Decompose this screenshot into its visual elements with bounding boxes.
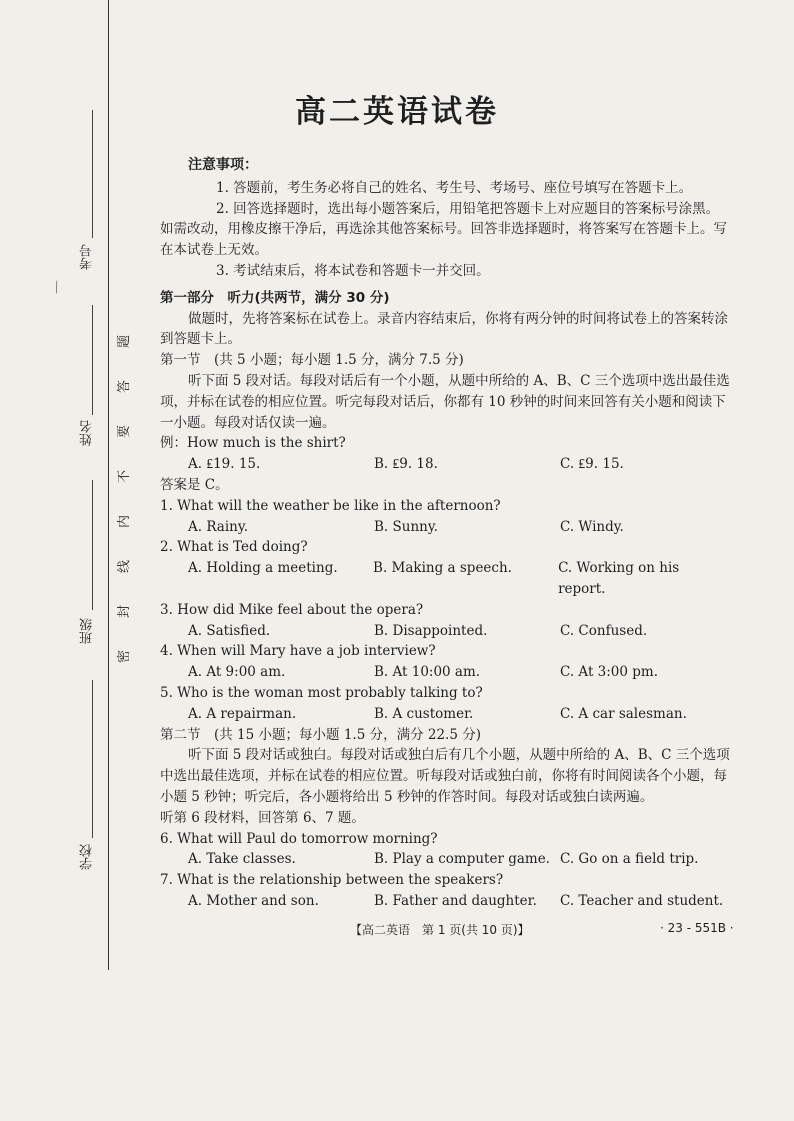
option: B. Sunny. (374, 518, 438, 535)
notice-heading: 注意事项： (188, 157, 258, 173)
question: 4. When will Mary have a job interview? (160, 643, 436, 660)
question-options (188, 662, 730, 683)
option: B. Disappointed. (374, 622, 488, 639)
seal-char: 要 (117, 424, 133, 439)
question: 7. What is the relationship between the speakers? (160, 872, 504, 889)
option: C. Teacher and student. (560, 892, 724, 909)
option: C. Working on his report. (558, 560, 680, 597)
footer-code: · 23 - 551B · (660, 921, 734, 935)
option: B. Play a computer game. (374, 851, 550, 868)
section1-heading: 第一节 (共 5 小题；每小题 1.5 分，满分 7.5 分) (160, 352, 464, 369)
section2-heading: 第二节 (共 15 小题；每小题 1.5 分，满分 22.5 分) (160, 726, 481, 743)
option: B. A customer. (374, 705, 474, 722)
class-field (92, 480, 93, 610)
seal-char: 密 (117, 649, 133, 664)
question: 3. How did Mike feel about the opera? (160, 601, 424, 618)
notice-item: 3. 考试结束后，将本试卷和答题卡一并交回。 (216, 262, 490, 279)
section2-instructions: 听下面 5 段对话或独白。每段对话或独白后有几个小题，从题中所给的 A、B、C 三个选项中选出最佳选项，并标在试卷的相应位置。听每段对话或独白前，你将有时间阅读各个小题，每小题 5 秒钟；听完后，各小题将给出 5 秒钟的作答时间。每段对话或独白读两遍。 (160, 747, 730, 805)
seal-char: 不 (117, 469, 133, 484)
option: B. Father and daughter. (374, 892, 537, 909)
question-options (188, 891, 730, 912)
option: C. Go on a field trip. (560, 851, 699, 868)
option: B. ₤9. 18. (374, 456, 438, 473)
class-label: 班级 (80, 618, 95, 644)
example-question: 例：How much is the shirt? (160, 435, 346, 452)
option: B. Making a speech. (373, 560, 512, 577)
option: A. At 9:00 am. (188, 664, 286, 681)
question: 6. What will Paul do tomorrow morning? (160, 830, 438, 847)
option: A. Rainy. (188, 518, 248, 535)
name-label: 姓名 (80, 420, 95, 446)
question-options (188, 517, 730, 538)
seal-char: 内 (117, 514, 133, 529)
pen-mark: ⁄ (52, 280, 63, 296)
seal-char: 封 (117, 604, 133, 619)
option: C. Confused. (560, 622, 648, 639)
notice-item: 1. 答题前，考生务必将自己的姓名、考生号、考场号、座位号填写在答题卡上。 (216, 179, 693, 196)
exam-number-label: 考号 (80, 244, 95, 270)
footer-page-info: 【高二英语 第 1 页(共 10 页)】 (350, 923, 530, 937)
seal-char: 线 (117, 559, 133, 574)
option: A. Satisfied. (188, 622, 271, 639)
question-options (188, 621, 730, 642)
binding-line (108, 0, 109, 970)
option: C. At 3:00 pm. (560, 664, 659, 681)
part1-heading: 第一部分 听力(共两节，满分 30 分) (160, 289, 390, 306)
option: A. Mother and son. (188, 892, 319, 909)
page-title: 高二英语试卷 (295, 94, 499, 130)
example-answer: 答案是 C。 (160, 476, 229, 493)
option: C. ₤9. 15. (560, 456, 624, 473)
seal-char: 答 (117, 379, 133, 394)
option: C. A car salesman. (560, 705, 687, 722)
notice-item: 2. 回答选择题时，选出每小题答案后，用铅笔把答题卡上对应题目的答案标号涂黑。如需改动，用橡皮擦干净后，再选涂其他答案标号。回答非选择题时，将答案写在答题卡上。写在本试卷上无效。 (160, 200, 727, 259)
example-options (188, 454, 730, 475)
section1-instructions: 听下面 5 段对话。每段对话后有一个小题，从题中所给的 A、B、C 三个选项中选出最佳选项，并标在试卷的相应位置。听完每段对话后，你都有 10 秒钟的时间来回答有关小题和阅读下一小题。每段对话仅读一遍。 (160, 372, 730, 431)
question-options (188, 558, 730, 600)
question: 1. What will the weather be like in the afternoon? (160, 497, 501, 514)
name-field (92, 305, 93, 415)
option: A. ₤19. 15. (188, 456, 261, 473)
question: 2. What is Ted doing? (160, 539, 308, 556)
question-options (188, 704, 730, 725)
school-label: 学校 (80, 844, 95, 870)
question: 5. Who is the woman most probably talking to? (160, 684, 483, 701)
option: B. At 10:00 am. (374, 664, 481, 681)
option: A. Holding a meeting. (188, 560, 338, 577)
option: C. Windy. (560, 518, 624, 535)
seal-char: 题 (117, 334, 133, 349)
option: A. A repairman. (188, 705, 297, 722)
material-note: 听第 6 段材料，回答第 6、7 题。 (160, 809, 365, 826)
part1-intro: 做题时，先将答案标在试卷上。录音内容结束后，你将有两分钟的时间将试卷上的答案转涂到答题卡上。 (160, 310, 728, 348)
question-options (188, 849, 730, 870)
option: A. Take classes. (188, 851, 296, 868)
exam-content (160, 155, 730, 912)
school-field (92, 680, 93, 838)
